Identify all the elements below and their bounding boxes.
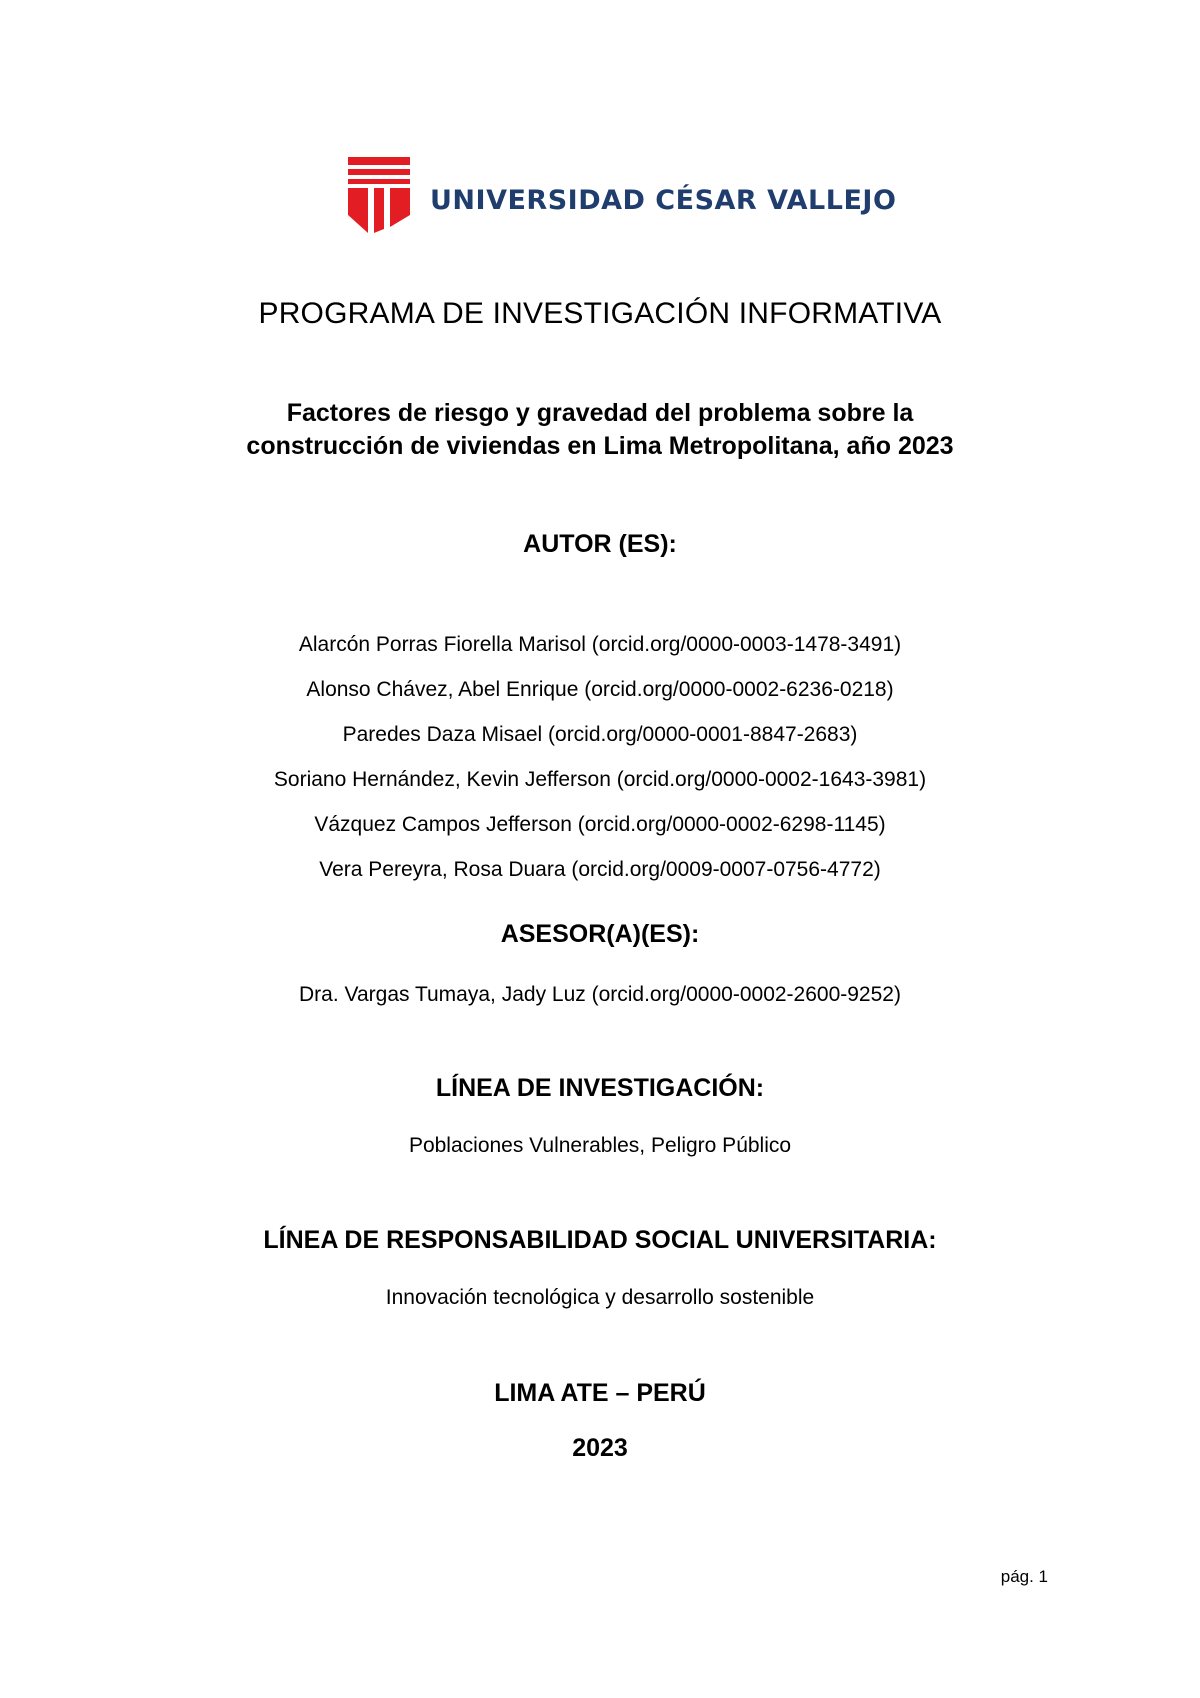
research-line-heading: LÍNEA DE INVESTIGACIÓN: [435, 1074, 765, 1102]
author-item: Soriano Hernández, Kevin Jefferson (orcid.org/0000-0002-1643-3981) [273, 768, 927, 791]
thesis-title [0, 397, 1200, 463]
authors-heading: AUTOR (ES): [523, 530, 677, 558]
author-item: Alarcón Porras Fiorella Marisol (orcid.org/0000-0003-1478-3491) [298, 633, 902, 656]
university-logo [344, 155, 897, 235]
year: 2023 [572, 1434, 628, 1462]
university-name: UNIVERSIDAD CÉSAR VALLEJO [430, 185, 897, 216]
program-title: PROGRAMA DE INVESTIGACIÓN INFORMATIVA [258, 297, 942, 330]
advisor-name: Dra. Vargas Tumaya, Jady Luz (orcid.org/0000-0002-2600-9252) [299, 983, 901, 1006]
author-item: Vera Pereyra, Rosa Duara (orcid.org/0009-0007-0756-4772) [319, 858, 881, 881]
research-line-value: Poblaciones Vulnerables, Peligro Público [408, 1134, 792, 1157]
authors-list [0, 622, 1200, 892]
page-number: pág. 1 [1000, 1567, 1048, 1586]
social-line-value: Innovación tecnológica y desarrollo sostenible [385, 1286, 815, 1309]
author-item: Paredes Daza Misael (orcid.org/0000-0001-8847-2683) [342, 723, 858, 746]
university-shield-icon [344, 155, 414, 235]
advisor-heading: ASESOR(A)(ES): [500, 920, 700, 948]
place: LIMA ATE – PERÚ [494, 1379, 706, 1407]
author-item: Alonso Chávez, Abel Enrique (orcid.org/0000-0002-6236-0218) [306, 678, 894, 701]
social-line-heading: LÍNEA DE RESPONSABILIDAD SOCIAL UNIVERSITARIA: [263, 1226, 937, 1254]
author-item: Vázquez Campos Jefferson (orcid.org/0000-0002-6298-1145) [314, 813, 886, 836]
thesis-title-line-1: Factores de riesgo y gravedad del problema sobre la [286, 399, 914, 427]
thesis-title-line-2: construcción de viviendas en Lima Metropolitana, año 2023 [246, 432, 954, 460]
